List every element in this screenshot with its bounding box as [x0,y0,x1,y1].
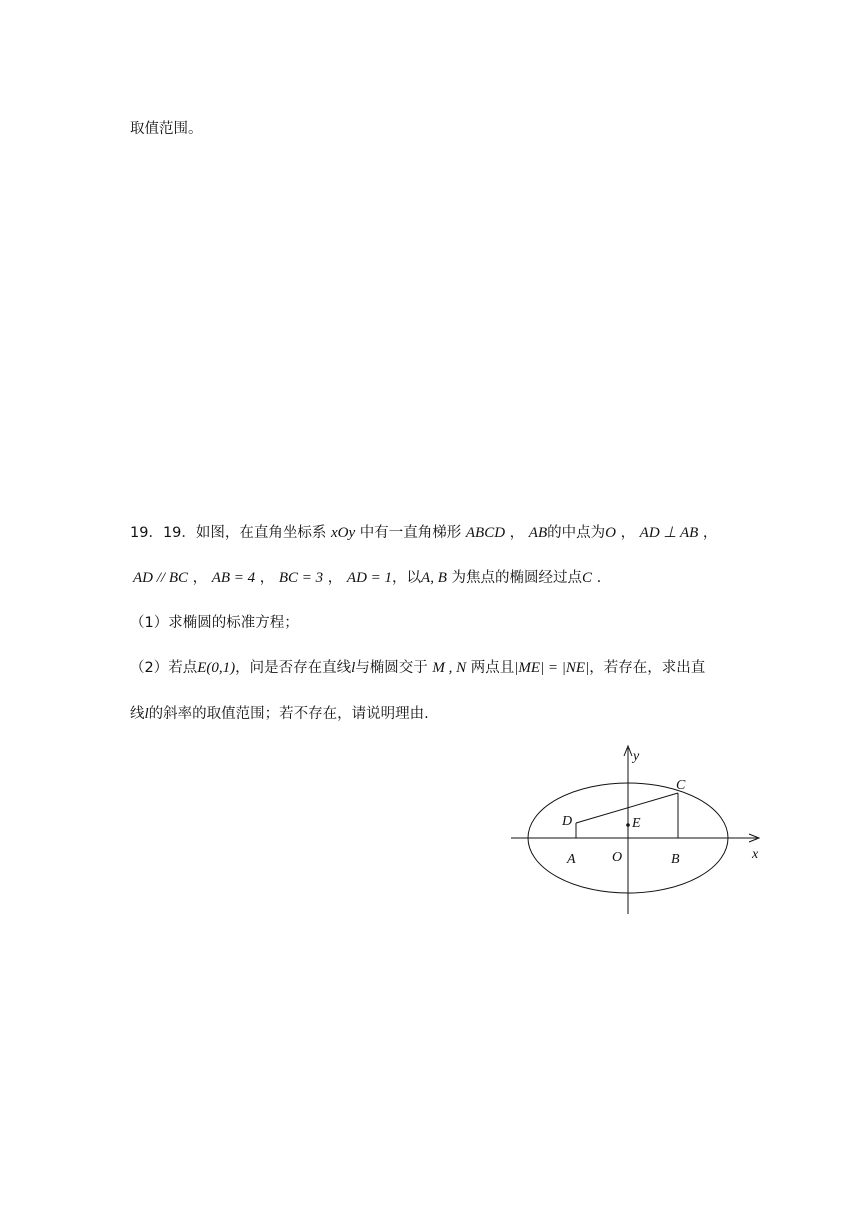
math-ad-eq-1: AD = 1 [346,570,393,586]
label-b: B [671,852,680,867]
ellipse-trapezoid-figure [505,742,775,922]
text: 两点且 [470,660,515,676]
part-1-text: （1）求椭圆的标准方程； [130,615,299,631]
text: ， [620,525,636,541]
math-ab-eq-4: AB = 4 [211,570,256,586]
text: （2）若点 [130,660,198,676]
label-y: y [633,749,640,764]
text: . [596,570,602,586]
math-ad-parallel-bc: AD // BC [133,570,188,586]
text: 的中点为 [547,525,606,541]
text: ， [509,525,525,541]
label-d: D [562,814,573,829]
label-a: A [567,852,576,867]
text: ， [702,525,718,541]
math-ab: AB [528,525,548,541]
text: 线 [130,706,145,722]
math-bc-eq-3: BC = 3 [278,570,324,586]
label-o: O [612,850,623,865]
text: ，问是否存在直线 [235,660,352,676]
text: ， [327,570,343,586]
label-e: E [632,816,641,831]
text: 与椭圆交于 [355,660,428,676]
math-ad-perp-ab: AD ⊥ AB [639,525,699,541]
math-l: l [351,660,356,676]
math-m-n: M , N [432,660,467,676]
top-fragment-text: 取值范围。 [130,121,203,137]
math-e-point: E(0,1) [197,660,236,676]
text: ，若存在，求出直 [589,660,706,676]
problem-part-1 [130,613,299,633]
problem-line-1 [130,523,717,543]
math-o: O [605,525,616,541]
label-c: C [676,778,686,793]
text: 为焦点的椭圆经过点 [451,570,582,586]
text: 中有一直角梯形 [359,525,462,541]
text: ，以 [392,570,422,586]
problem-number: 19．19． [130,525,196,541]
problem-line-2 [133,568,601,588]
text: ， [192,570,208,586]
text: 如图，在直角坐标系 [195,525,327,541]
segment-dc [576,793,678,823]
top-fragment [130,119,203,139]
point-e [626,823,630,827]
math-l: l [144,706,149,722]
text: 的斜率的取值范围；若不存在，请说明理由. [148,706,429,722]
text: ， [259,570,275,586]
math-c: C [581,570,592,586]
label-x: x [752,847,759,862]
math-a-b: A, B [421,570,447,586]
math-abcd: ABCD [465,525,506,541]
math-xoy: xOy [331,525,356,541]
math-me-eq-ne: |ME| = |NE| [514,660,590,676]
problem-part-2-cont [130,704,429,724]
problem-part-2 [130,658,705,678]
